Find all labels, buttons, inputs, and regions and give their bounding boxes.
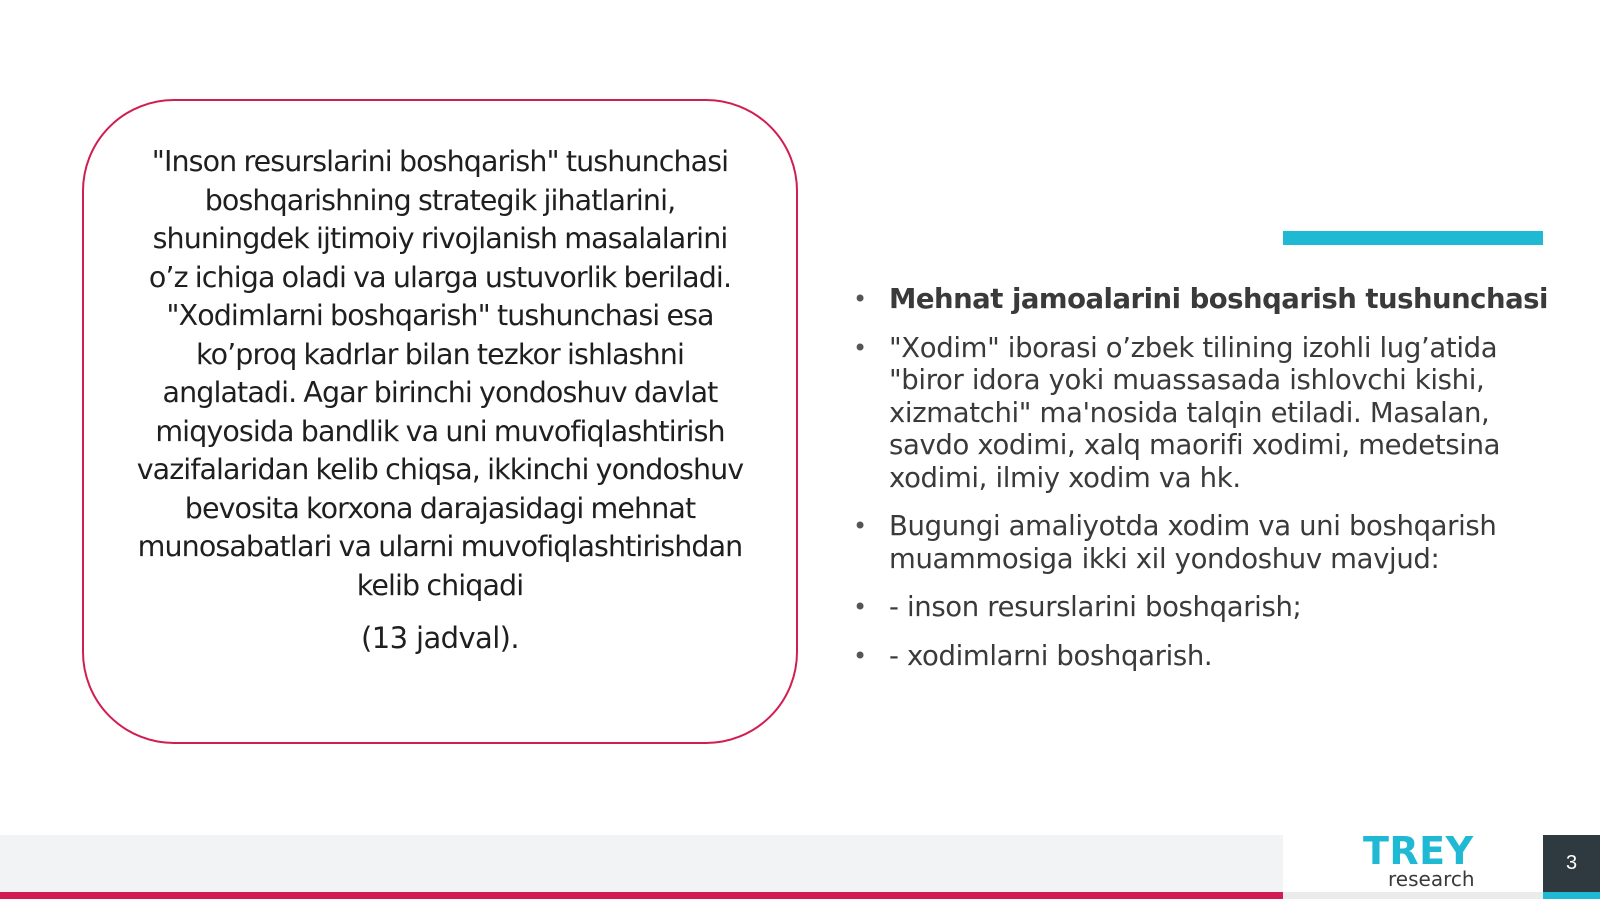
logo-trey: TREY xyxy=(1363,829,1474,873)
bullet-item-approaches xyxy=(851,510,1551,575)
footer-band xyxy=(0,835,1283,892)
bullet-item-hr xyxy=(851,591,1551,624)
page-number-box xyxy=(1543,835,1600,892)
quote-text: "Inson resurslarini boshqarish" tushunchasi boshqarishning strategik jihatlarini, shuningdek ijtimoiy rivojlanish masalalarini o’z ichiga oladi va ularga ustuvorlik beriladi. "Xodimlarni boshqarish" tushunchasi esa ko’proq kadrlar bilan tezkor ishlashni anglatadi. Agar birinchi yondoshuv davlat miqyosida bandlik va uni muvofiqlashtirish vazifalaridan kelib chiqsa, ikkinchi yondoshuv bevosita korxona darajasidagi mehnat munosabatlari va ularni muvofiqlashtirishdan kelib chiqadi xyxy=(136,145,744,602)
bullet-text: Mehnat jamoalarini boshqarish tushunchasi xyxy=(889,283,1548,315)
bullet-dot-icon: • xyxy=(853,285,867,313)
page-number: 3 xyxy=(1565,852,1578,874)
bullet-item-definition xyxy=(851,332,1551,495)
bullet-text: Bugungi amaliyotda xodim va uni boshqarish muammosiga ikki xil yondoshuv mavjud: xyxy=(889,510,1497,575)
bullet-list xyxy=(851,283,1551,688)
page-accent-line xyxy=(1543,892,1600,899)
bullet-item-heading xyxy=(851,283,1551,316)
bullet-dot-icon: • xyxy=(853,593,867,621)
bullet-dot-icon: • xyxy=(853,512,867,540)
logo-research: research xyxy=(1388,867,1475,891)
bullet-item-staff xyxy=(851,640,1551,673)
bullet-text: "Xodim" iborasi o’zbek tilining izohli lug’atida "biror idora yoki muassasada ishlovchi kishi, xizmatchi" ma'nosida talqin etiladi. Masalan, savdo xodimi, xalq maorifi xodimi, medetsina xodimi, ilmiy xodim va hk. xyxy=(889,331,1501,494)
bullet-dot-icon: • xyxy=(853,641,867,670)
bullet-text: - xodimlarni boshqarish. xyxy=(889,639,1213,672)
footer-red-line xyxy=(0,892,1283,899)
accent-bar xyxy=(1283,231,1543,245)
quote-box xyxy=(82,99,798,744)
bullet-text: - inson resurslarini boshqarish; xyxy=(889,591,1302,623)
bullet-dot-icon: • xyxy=(853,333,867,362)
footer-logo-line xyxy=(1283,892,1543,899)
quote-reference: (13 jadval). xyxy=(361,621,519,655)
